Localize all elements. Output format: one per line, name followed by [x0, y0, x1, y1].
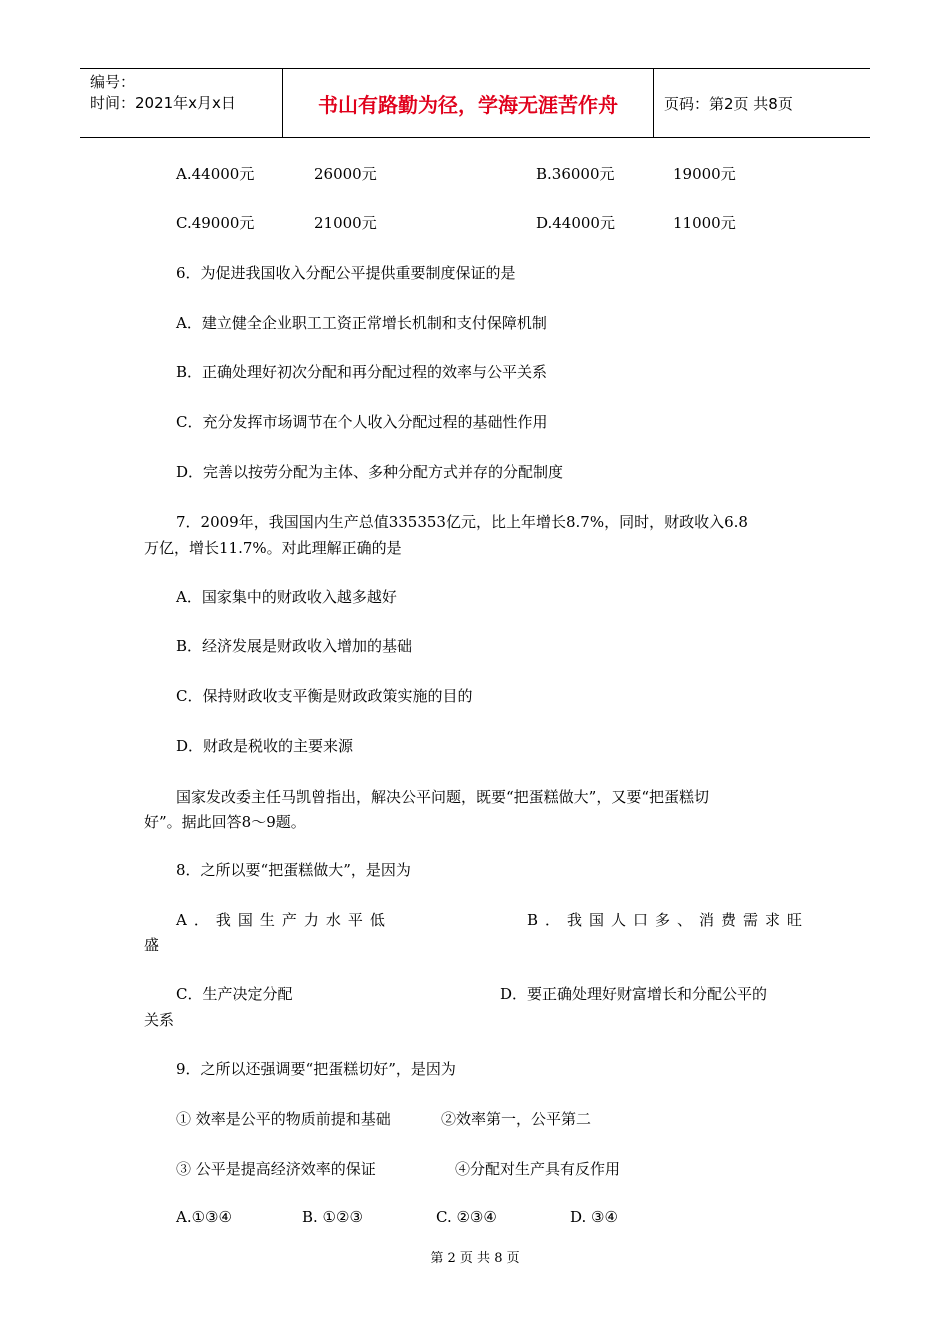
option-c-prev: C.49000元 [176, 214, 255, 232]
q8-option-a: A．我国生产力水平低 [176, 911, 392, 929]
q9-option-a: A.①③④ [176, 1208, 232, 1226]
q6-option-c: C．充分发挥市场调节在个人收入分配过程的基础性作用 [176, 413, 548, 431]
option-b-prev-value2: 19000元 [673, 165, 736, 183]
q8-option-b-wrap: 盛 [144, 936, 160, 954]
page-header [80, 68, 870, 138]
q8-option-c: C．生产决定分配 [176, 985, 293, 1003]
option-a-prev: A.44000元 [176, 165, 255, 183]
q7-option-a: A．国家集中的财政收入越多越好 [176, 588, 397, 606]
page-footer: 第 2 页 共 8 页 [430, 1251, 520, 1266]
date-line: 时间：2021年x月x日 [90, 94, 236, 112]
material-line1: 国家发改委主任马凯曾指出，解决公平问题，既要“把蛋糕做大”，又要“把蛋糕切 [176, 788, 710, 806]
serial-label: 编号： [90, 73, 136, 91]
q7-stem-line2: 万亿，增长11.7%。对此理解正确的是 [144, 539, 402, 557]
q8-stem: 8．之所以要“把蛋糕做大”，是因为 [176, 861, 411, 879]
header-motto: 书山有路勤为径，学海无涯苦作舟 [282, 69, 654, 137]
q7-option-d: D．财政是税收的主要来源 [176, 737, 354, 755]
header-page-info: 页码：第2页 共8页 [664, 94, 793, 113]
q6-option-b: B．正确处理好初次分配和再分配过程的效率与公平关系 [176, 363, 548, 381]
q6-option-a: A．建立健全企业职工工资正常增长机制和支付保障机制 [176, 314, 547, 332]
q6-stem: 6．为促进我国收入分配公平提供重要制度保证的是 [176, 264, 516, 282]
q9-stem: 9．之所以还强调要“把蛋糕切好”，是因为 [176, 1060, 456, 1078]
q8-option-d-wrap: 关系 [144, 1011, 175, 1029]
option-d-prev-value2: 11000元 [673, 214, 736, 232]
option-c-prev-value2: 21000元 [314, 214, 377, 232]
q6-option-d: D．完善以按劳分配为主体、多种分配方式并存的分配制度 [176, 463, 564, 481]
option-b-prev: B.36000元 [536, 165, 615, 183]
q8-option-b: B．我国人口多、消费需求旺 [527, 911, 810, 929]
q8-option-d: D．要正确处理好财富增长和分配公平的 [500, 985, 768, 1003]
q9-item-3: ③ 公平是提高经济效率的保证 [176, 1160, 376, 1178]
q9-item-4: ④分配对生产具有反作用 [455, 1160, 621, 1178]
material-line2: 好”。据此回答8～9题。 [144, 813, 306, 831]
q7-option-c: C．保持财政收支平衡是财政政策实施的目的 [176, 687, 473, 705]
q9-option-c: C. ②③④ [436, 1208, 497, 1226]
q9-option-b: B. ①②③ [302, 1208, 363, 1226]
option-d-prev: D.44000元 [536, 214, 615, 232]
header-left [80, 69, 282, 137]
q7-option-b: B．经济发展是财政收入增加的基础 [176, 637, 413, 655]
q9-item-2: ②效率第一，公平第二 [441, 1110, 592, 1128]
option-a-prev-value2: 26000元 [314, 165, 377, 183]
q9-option-d: D. ③④ [570, 1208, 618, 1226]
q7-stem-line1: 7．2009年，我国国内生产总值335353亿元，比上年增长8.7%，同时，财政收入6.8 [176, 513, 748, 531]
q9-item-1: ① 效率是公平的物质前提和基础 [176, 1110, 391, 1128]
